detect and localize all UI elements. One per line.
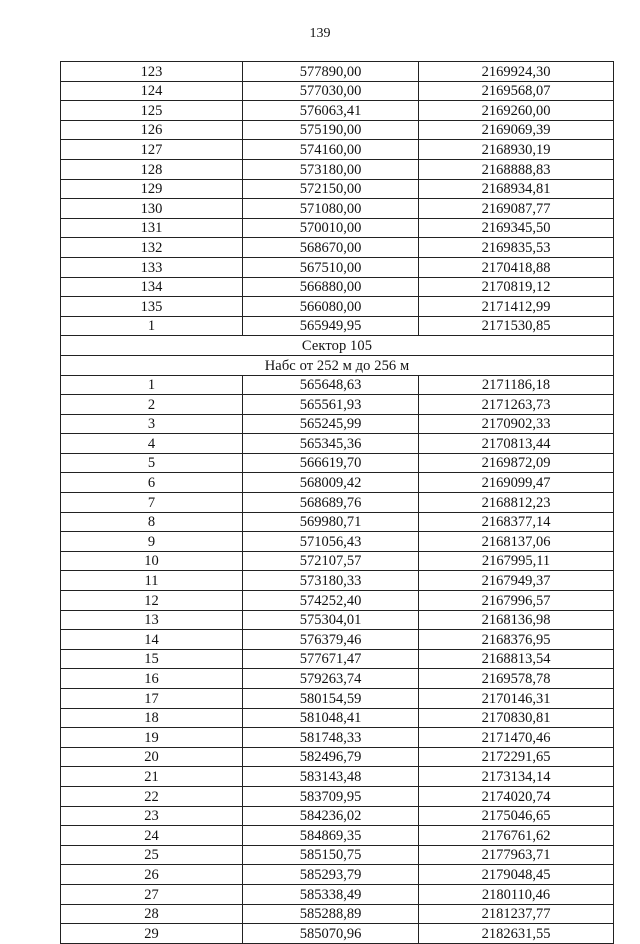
x-coordinate-cell: 577671,47 [243, 649, 419, 669]
x-coordinate-cell: 583143,48 [243, 767, 419, 787]
height-row [61, 355, 614, 375]
point-number-cell: 129 [61, 179, 243, 199]
y-coordinate-cell: 2168376,95 [419, 630, 614, 650]
table-row [61, 120, 614, 140]
table-row [61, 571, 614, 591]
table-row [61, 395, 614, 415]
point-number-cell: 11 [61, 571, 243, 591]
table-row [61, 786, 614, 806]
point-number-cell: 133 [61, 257, 243, 277]
x-coordinate-cell: 573180,33 [243, 571, 419, 591]
y-coordinate-cell: 2169087,77 [419, 199, 614, 219]
x-coordinate-cell: 576379,46 [243, 630, 419, 650]
point-number-cell: 4 [61, 434, 243, 454]
table-row [61, 81, 614, 101]
x-coordinate-cell: 579263,74 [243, 669, 419, 689]
y-coordinate-cell: 2173134,14 [419, 767, 614, 787]
point-number-cell: 5 [61, 453, 243, 473]
table-row [61, 434, 614, 454]
y-coordinate-cell: 2170902,33 [419, 414, 614, 434]
point-number-cell: 12 [61, 591, 243, 611]
table-row [61, 649, 614, 669]
point-number-cell: 7 [61, 493, 243, 513]
table-row [61, 62, 614, 82]
coordinates-table [60, 61, 614, 944]
table-row [61, 493, 614, 513]
point-number-cell: 3 [61, 414, 243, 434]
y-coordinate-cell: 2169578,78 [419, 669, 614, 689]
y-coordinate-cell: 2168888,83 [419, 159, 614, 179]
table-row [61, 845, 614, 865]
y-coordinate-cell: 2182631,55 [419, 924, 614, 944]
point-number-cell: 15 [61, 649, 243, 669]
x-coordinate-cell: 575190,00 [243, 120, 419, 140]
point-number-cell: 14 [61, 630, 243, 650]
y-coordinate-cell: 2180110,46 [419, 884, 614, 904]
y-coordinate-cell: 2168137,06 [419, 532, 614, 552]
x-coordinate-cell: 581748,33 [243, 728, 419, 748]
table-row [61, 708, 614, 728]
table-row [61, 884, 614, 904]
point-number-cell: 123 [61, 62, 243, 82]
y-coordinate-cell: 2169924,30 [419, 62, 614, 82]
table-row [61, 277, 614, 297]
y-coordinate-cell: 2168377,14 [419, 512, 614, 532]
table-row [61, 414, 614, 434]
y-coordinate-cell: 2171470,46 [419, 728, 614, 748]
point-number-cell: 1 [61, 375, 243, 395]
y-coordinate-cell: 2167996,57 [419, 591, 614, 611]
x-coordinate-cell: 571056,43 [243, 532, 419, 552]
x-coordinate-cell: 574160,00 [243, 140, 419, 160]
table-row [61, 101, 614, 121]
table-row [61, 728, 614, 748]
x-coordinate-cell: 585288,89 [243, 904, 419, 924]
y-coordinate-cell: 2167995,11 [419, 551, 614, 571]
y-coordinate-cell: 2170146,31 [419, 689, 614, 709]
y-coordinate-cell: 2169835,53 [419, 238, 614, 258]
table-row [61, 747, 614, 767]
point-number-cell: 20 [61, 747, 243, 767]
x-coordinate-cell: 573180,00 [243, 159, 419, 179]
x-coordinate-cell: 568689,76 [243, 493, 419, 513]
y-coordinate-cell: 2168812,23 [419, 493, 614, 513]
table-row [61, 316, 614, 336]
y-coordinate-cell: 2171412,99 [419, 297, 614, 317]
x-coordinate-cell: 585293,79 [243, 865, 419, 885]
point-number-cell: 19 [61, 728, 243, 748]
y-coordinate-cell: 2170418,88 [419, 257, 614, 277]
x-coordinate-cell: 584236,02 [243, 806, 419, 826]
x-coordinate-cell: 582496,79 [243, 747, 419, 767]
point-number-cell: 24 [61, 826, 243, 846]
point-number-cell: 130 [61, 199, 243, 219]
table-row [61, 512, 614, 532]
table-row [61, 865, 614, 885]
table-row [61, 238, 614, 258]
x-coordinate-cell: 570010,00 [243, 218, 419, 238]
sector-label: Сектор 105 [61, 336, 614, 356]
page-number: 139 [309, 26, 331, 41]
table-row [61, 689, 614, 709]
point-number-cell: 126 [61, 120, 243, 140]
table-row [61, 297, 614, 317]
y-coordinate-cell: 2169345,50 [419, 218, 614, 238]
table-row [61, 826, 614, 846]
point-number-cell: 9 [61, 532, 243, 552]
x-coordinate-cell: 565949,95 [243, 316, 419, 336]
y-coordinate-cell: 2175046,65 [419, 806, 614, 826]
table-row [61, 904, 614, 924]
table-row [61, 532, 614, 552]
y-coordinate-cell: 2170830,81 [419, 708, 614, 728]
table-row [61, 610, 614, 630]
x-coordinate-cell: 567510,00 [243, 257, 419, 277]
point-number-cell: 127 [61, 140, 243, 160]
y-coordinate-cell: 2169099,47 [419, 473, 614, 493]
y-coordinate-cell: 2168813,54 [419, 649, 614, 669]
point-number-cell: 2 [61, 395, 243, 415]
point-number-cell: 128 [61, 159, 243, 179]
sector-row [61, 336, 614, 356]
x-coordinate-cell: 574252,40 [243, 591, 419, 611]
y-coordinate-cell: 2169568,07 [419, 81, 614, 101]
point-number-cell: 22 [61, 786, 243, 806]
x-coordinate-cell: 585070,96 [243, 924, 419, 944]
x-coordinate-cell: 580154,59 [243, 689, 419, 709]
point-number-cell: 28 [61, 904, 243, 924]
table-row [61, 218, 614, 238]
x-coordinate-cell: 576063,41 [243, 101, 419, 121]
point-number-cell: 125 [61, 101, 243, 121]
point-number-cell: 27 [61, 884, 243, 904]
y-coordinate-cell: 2169260,00 [419, 101, 614, 121]
y-coordinate-cell: 2171263,73 [419, 395, 614, 415]
x-coordinate-cell: 565245,99 [243, 414, 419, 434]
y-coordinate-cell: 2169069,39 [419, 120, 614, 140]
x-coordinate-cell: 566080,00 [243, 297, 419, 317]
point-number-cell: 124 [61, 81, 243, 101]
point-number-cell: 8 [61, 512, 243, 532]
point-number-cell: 131 [61, 218, 243, 238]
point-number-cell: 16 [61, 669, 243, 689]
point-number-cell: 29 [61, 924, 243, 944]
y-coordinate-cell: 2168930,19 [419, 140, 614, 160]
y-coordinate-cell: 2170813,44 [419, 434, 614, 454]
x-coordinate-cell: 566880,00 [243, 277, 419, 297]
x-coordinate-cell: 577030,00 [243, 81, 419, 101]
point-number-cell: 132 [61, 238, 243, 258]
y-coordinate-cell: 2176761,62 [419, 826, 614, 846]
point-number-cell: 23 [61, 806, 243, 826]
x-coordinate-cell: 565561,93 [243, 395, 419, 415]
point-number-cell: 10 [61, 551, 243, 571]
x-coordinate-cell: 566619,70 [243, 453, 419, 473]
table-row [61, 140, 614, 160]
y-coordinate-cell: 2172291,65 [419, 747, 614, 767]
table-body-before [61, 62, 614, 336]
height-range-label: Набс от 252 м до 256 м [61, 355, 614, 375]
point-number-cell: 134 [61, 277, 243, 297]
point-number-cell: 21 [61, 767, 243, 787]
table-row [61, 630, 614, 650]
y-coordinate-cell: 2174020,74 [419, 786, 614, 806]
x-coordinate-cell: 584869,35 [243, 826, 419, 846]
y-coordinate-cell: 2168934,81 [419, 179, 614, 199]
point-number-cell: 13 [61, 610, 243, 630]
x-coordinate-cell: 575304,01 [243, 610, 419, 630]
point-number-cell: 17 [61, 689, 243, 709]
table-row [61, 257, 614, 277]
y-coordinate-cell: 2171186,18 [419, 375, 614, 395]
table-row [61, 551, 614, 571]
x-coordinate-cell: 565648,63 [243, 375, 419, 395]
table-row [61, 199, 614, 219]
y-coordinate-cell: 2170819,12 [419, 277, 614, 297]
x-coordinate-cell: 583709,95 [243, 786, 419, 806]
x-coordinate-cell: 585150,75 [243, 845, 419, 865]
table-row [61, 453, 614, 473]
y-coordinate-cell: 2177963,71 [419, 845, 614, 865]
point-number-cell: 26 [61, 865, 243, 885]
x-coordinate-cell: 569980,71 [243, 512, 419, 532]
table-row [61, 591, 614, 611]
point-number-cell: 1 [61, 316, 243, 336]
table-row [61, 375, 614, 395]
point-number-cell: 25 [61, 845, 243, 865]
table-row [61, 806, 614, 826]
x-coordinate-cell: 565345,36 [243, 434, 419, 454]
table-row [61, 924, 614, 944]
y-coordinate-cell: 2168136,98 [419, 610, 614, 630]
x-coordinate-cell: 585338,49 [243, 884, 419, 904]
table-row [61, 159, 614, 179]
x-coordinate-cell: 571080,00 [243, 199, 419, 219]
x-coordinate-cell: 568670,00 [243, 238, 419, 258]
x-coordinate-cell: 572107,57 [243, 551, 419, 571]
y-coordinate-cell: 2171530,85 [419, 316, 614, 336]
x-coordinate-cell: 581048,41 [243, 708, 419, 728]
point-number-cell: 135 [61, 297, 243, 317]
table-row [61, 473, 614, 493]
table-row [61, 179, 614, 199]
point-number-cell: 18 [61, 708, 243, 728]
x-coordinate-cell: 568009,42 [243, 473, 419, 493]
x-coordinate-cell: 572150,00 [243, 179, 419, 199]
y-coordinate-cell: 2169872,09 [419, 453, 614, 473]
x-coordinate-cell: 577890,00 [243, 62, 419, 82]
table-row [61, 669, 614, 689]
table-row [61, 767, 614, 787]
table-body-after [61, 375, 614, 943]
y-coordinate-cell: 2167949,37 [419, 571, 614, 591]
point-number-cell: 6 [61, 473, 243, 493]
y-coordinate-cell: 2179048,45 [419, 865, 614, 885]
y-coordinate-cell: 2181237,77 [419, 904, 614, 924]
sector-header [61, 336, 614, 375]
